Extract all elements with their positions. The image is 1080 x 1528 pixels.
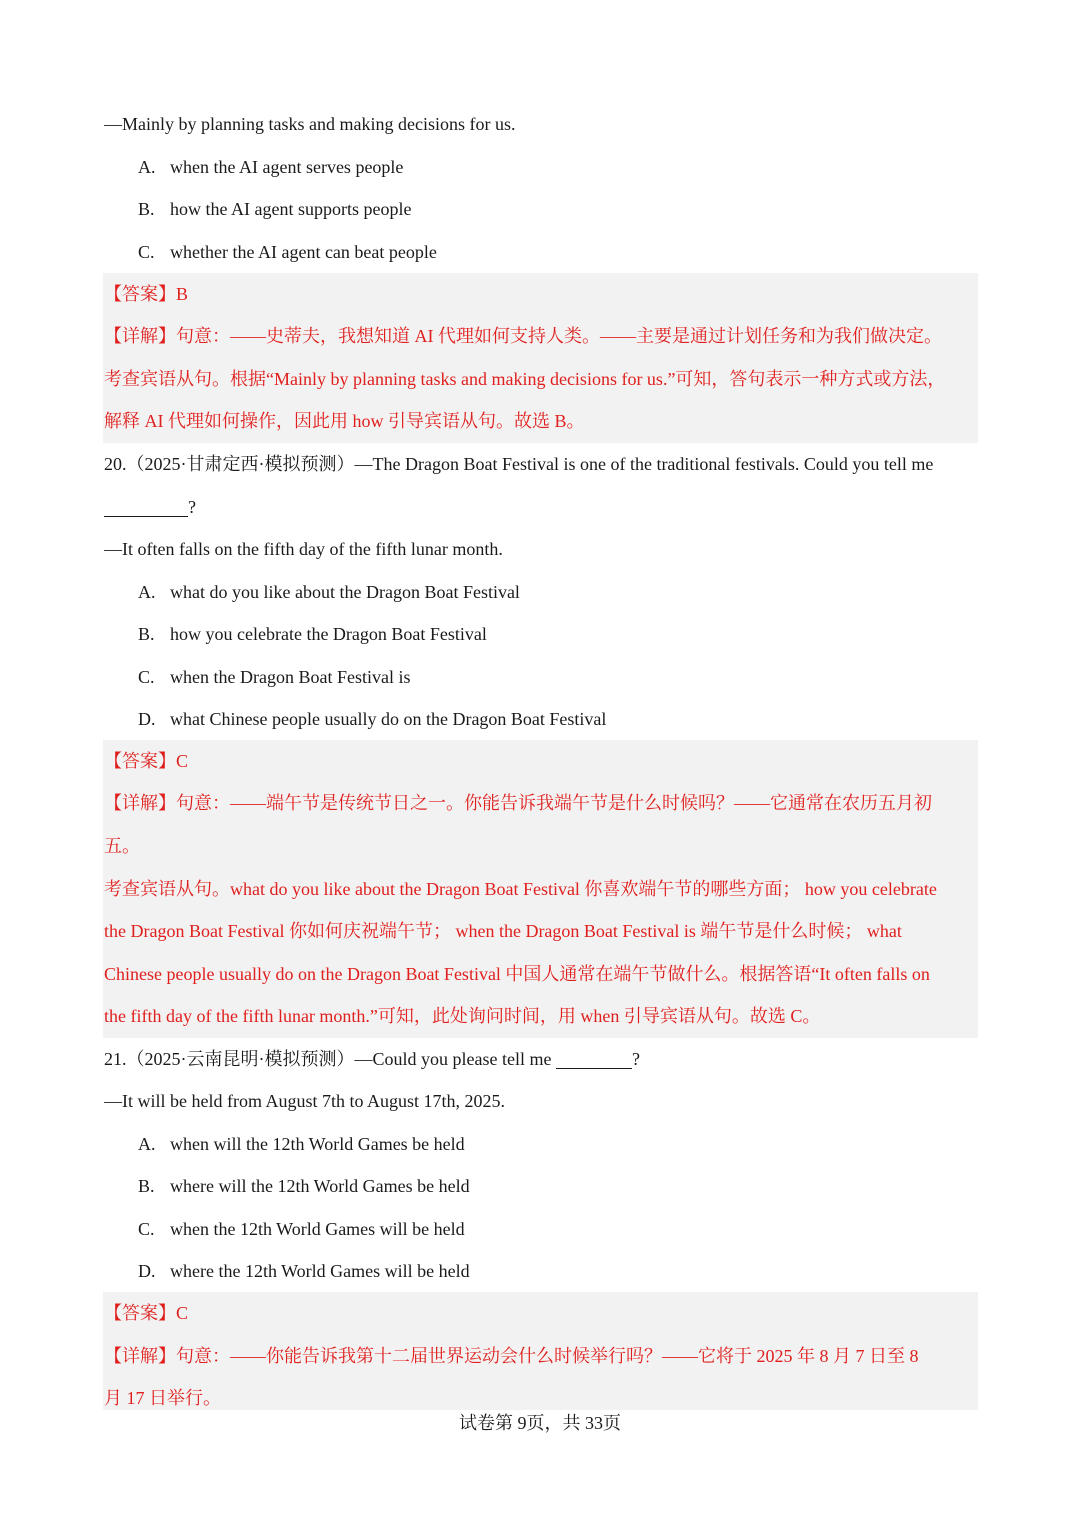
q20-option-b: B. how you celebrate the Dragon Boat Festival	[138, 624, 487, 644]
q21-option-d: D. where the 12th World Games will be held	[138, 1261, 470, 1281]
q20-explain-6: the fifth day of the fifth lunar month.”可知，此处询问时间，用 when 引导宾语从句。故选 C。	[104, 1006, 821, 1026]
q19-explain-2: 考查宾语从句。根据“Mainly by planning tasks and making decisions for us.”可知，答句表示一种方式或方法，	[104, 369, 946, 389]
q19-answer: 【答案】B	[104, 284, 189, 304]
q19-explain-3: 解释 AI 代理如何操作，因此用 how 引导宾语从句。故选 B。	[104, 411, 585, 431]
q20-option-d: D. what Chinese people usually do on the Dragon Boat Festival	[138, 709, 607, 729]
q21-explain-2: 月 17 日举行。	[104, 1388, 221, 1408]
q21-answer: 【答案】C	[104, 1303, 189, 1323]
q20-question: 20.（2025·甘肃定西·模拟预测）—The Dragon Boat Festival is one of the traditional festivals. Could you tell me	[104, 454, 934, 474]
q21-option-a: A. when will the 12th World Games be held	[138, 1134, 465, 1154]
q20-explain-2: 五。	[104, 836, 140, 856]
q20-option-a: A. what do you like about the Dragon Boat Festival	[138, 582, 520, 602]
q20-blank-line: ?	[104, 486, 978, 528]
q19-option-b: B. how the AI agent supports people	[138, 199, 412, 219]
q20-explain-3: 考查宾语从句。what do you like about the Dragon Boat Festival 你喜欢端午节的哪些方面； how you celebrate	[104, 879, 937, 899]
q19-option-c: C. whether the AI agent can beat people	[138, 242, 437, 262]
q21-option-c: C. when the 12th World Games will be held	[138, 1219, 465, 1239]
q20-reply: —It often falls on the fifth day of the fifth lunar month.	[104, 539, 503, 559]
q19-reply: —Mainly by planning tasks and making decisions for us.	[104, 114, 516, 134]
q20-option-c: C. when the Dragon Boat Festival is	[138, 667, 411, 687]
q20-answer: 【答案】C	[104, 751, 189, 771]
q19-option-a: A. when the AI agent serves people	[138, 157, 404, 177]
q19-explain-1: 【详解】句意：——史蒂夫，我想知道 AI 代理如何支持人类。——主要是通过计划任务和为我们做决定。	[104, 326, 942, 346]
q21-explain-1: 【详解】句意：——你能告诉我第十二届世界运动会什么时候举行吗？——它将于 2025 年 8 月 7 日至 8	[104, 1346, 919, 1366]
q20-blank	[104, 498, 188, 517]
q20-explain-5: Chinese people usually do on the Dragon Boat Festival 中国人通常在端午节做什么。根据答语“It often falls on	[104, 964, 930, 984]
q21-option-b: B. where will the 12th World Games be held	[138, 1176, 470, 1196]
q20-explain-4: the Dragon Boat Festival 你如何庆祝端午节； when the Dragon Boat Festival is 端午节是什么时候； what	[104, 921, 902, 941]
q21-question: 21.（2025·云南昆明·模拟预测）—Could you please tell me ?	[104, 1049, 640, 1069]
q20-explain-1: 【详解】句意：——端午节是传统节日之一。你能告诉我端午节是什么时候吗？——它通常在农历五月初	[104, 793, 932, 813]
q21-blank	[556, 1050, 632, 1069]
page-footer: 试卷第 9页，共 33页	[459, 1413, 621, 1433]
q21-reply: —It will be held from August 7th to August 17th, 2025.	[104, 1091, 505, 1111]
